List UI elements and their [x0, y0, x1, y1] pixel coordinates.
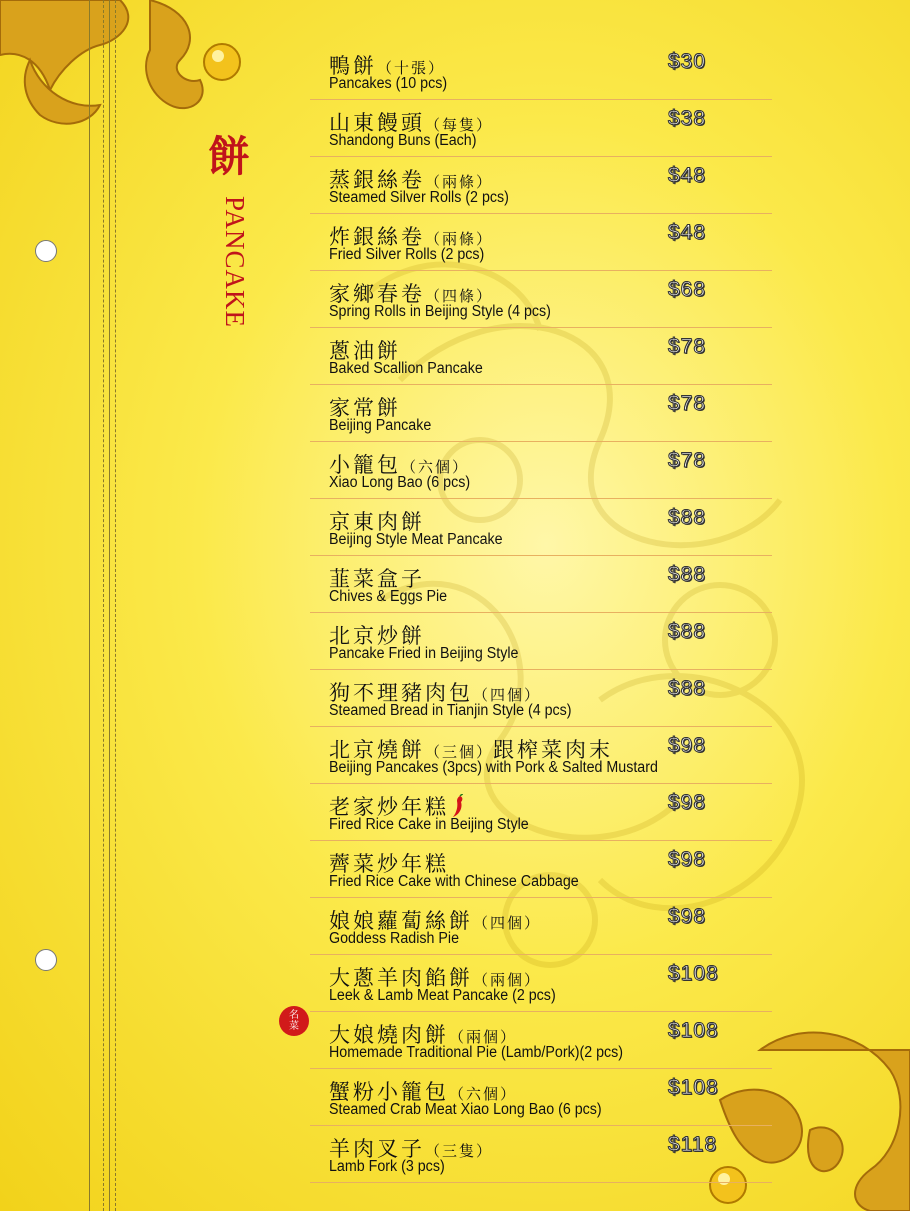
- item-quantity-note: （兩條）: [425, 173, 494, 191]
- item-name-cn-suffix: 跟榨菜肉末: [493, 738, 614, 762]
- item-name-en: Steamed Bread in Tianjin Style (4 pcs): [329, 702, 572, 719]
- item-name-cn-text: 狗不理豬肉包: [329, 681, 473, 705]
- menu-item: [310, 899, 772, 955]
- item-price: $98: [668, 848, 707, 871]
- item-name-cn-text: 小籠包: [329, 453, 401, 477]
- item-name-cn-text: 蔥油餅: [329, 339, 401, 363]
- item-quantity-note: （四個）: [473, 686, 542, 704]
- item-price: $98: [668, 905, 707, 928]
- item-name-cn-text: 北京燒餅: [329, 738, 425, 762]
- item-name-en: Beijing Pancake: [329, 417, 432, 434]
- item-name-en: Steamed Silver Rolls (2 pcs): [329, 189, 509, 206]
- menu-item: [310, 44, 772, 100]
- binding-line: [89, 0, 90, 1211]
- menu-item: [310, 557, 772, 613]
- item-name-cn-text: 薺菜炒年糕: [329, 852, 449, 876]
- item-price: $68: [668, 278, 707, 301]
- menu-item: [310, 158, 772, 214]
- item-price: $88: [668, 506, 707, 529]
- item-name-en: Fried Silver Rolls (2 pcs): [329, 246, 485, 263]
- punch-hole: [35, 240, 57, 262]
- item-quantity-note: （六個）: [401, 458, 470, 476]
- item-name-en: Spring Rolls in Beijing Style (4 pcs): [329, 303, 551, 320]
- item-name-en: Lamb Fork (3 pcs): [329, 1158, 445, 1175]
- menu-item: [310, 1070, 772, 1126]
- item-name-en: Beijing Pancakes (3pcs) with Pork & Salted Mustard: [329, 759, 658, 776]
- item-price: $78: [668, 335, 707, 358]
- item-name-cn-text: 大蔥羊肉餡餅: [329, 966, 473, 990]
- menu-item: [310, 671, 772, 727]
- item-name-en: Chives & Eggs Pie: [329, 588, 448, 605]
- item-price: $88: [668, 677, 707, 700]
- item-name-en: Beijing Style Meat Pancake: [329, 531, 503, 548]
- menu-item: [310, 728, 772, 784]
- item-quantity-note: （六個）: [449, 1085, 518, 1103]
- menu-item: [310, 215, 772, 271]
- menu-item: [310, 272, 772, 328]
- item-name-cn-text: 家常餅: [329, 396, 401, 420]
- binding-dashed-line: [103, 0, 104, 1211]
- item-price: $98: [668, 734, 707, 757]
- binding-line: [109, 0, 110, 1211]
- item-name-en: Leek & Lamb Meat Pancake (2 pcs): [329, 987, 556, 1004]
- menu-item: [310, 614, 772, 670]
- item-name-en: Shandong Buns (Each): [329, 132, 477, 149]
- item-price: $48: [668, 164, 707, 187]
- item-quantity-note: （兩條）: [425, 230, 494, 248]
- item-name-cn-text: 韮菜盒子: [329, 567, 425, 591]
- item-price: $108: [668, 1019, 719, 1042]
- menu-item: [310, 956, 772, 1012]
- item-name-en: Fired Rice Cake in Beijing Style: [329, 816, 529, 833]
- item-name-en: Pancakes (10 pcs): [329, 75, 448, 92]
- chili-pepper-icon: [451, 794, 465, 818]
- item-quantity-note: （四個）: [473, 914, 542, 932]
- item-price: $108: [668, 962, 719, 985]
- item-price: $98: [668, 791, 707, 814]
- item-name-cn-text: 山東饅頭: [329, 111, 425, 135]
- item-name-cn-text: 炸銀絲卷: [329, 225, 425, 249]
- binding-dashed-line: [115, 0, 116, 1211]
- menu-item: [310, 500, 772, 556]
- item-name-en: Homemade Traditional Pie (Lamb/Pork)(2 pcs): [329, 1044, 624, 1061]
- menu-item: [310, 101, 772, 157]
- item-name-cn-text: 蒸銀絲卷: [329, 168, 425, 192]
- menu-item: [310, 1013, 772, 1069]
- item-quantity-note: （兩個）: [449, 1028, 518, 1046]
- item-name-cn-text: 蟹粉小籠包: [329, 1080, 449, 1104]
- section-title-cn: 餅: [208, 132, 253, 181]
- item-price: $118: [668, 1133, 718, 1156]
- item-price: $88: [668, 620, 707, 643]
- item-quantity-note: （兩個）: [473, 971, 542, 989]
- item-name-cn-text: 家鄉春卷: [329, 282, 425, 306]
- item-price: $88: [668, 563, 707, 586]
- item-name-cn-text: 鴨餅: [329, 54, 377, 78]
- item-price: $38: [668, 107, 707, 130]
- item-quantity-note: （四條）: [425, 287, 494, 305]
- item-price: $108: [668, 1076, 719, 1099]
- item-price: $78: [668, 449, 707, 472]
- menu-item: [310, 1127, 772, 1183]
- menu-item: [310, 842, 772, 898]
- menu-item: [310, 329, 772, 385]
- item-name-cn-text: 京東肉餅: [329, 510, 425, 534]
- menu-item: [310, 386, 772, 442]
- section-title-en: PANCAKE: [220, 196, 250, 329]
- item-name-cn-text: 羊肉叉子: [329, 1137, 425, 1161]
- signature-dish-badge: 名 菜: [279, 1006, 309, 1036]
- item-quantity-note: （三隻）: [425, 1142, 494, 1160]
- menu-list: [310, 44, 772, 1184]
- item-price: $48: [668, 221, 707, 244]
- item-quantity-note: （每隻）: [425, 116, 494, 134]
- item-price: $78: [668, 392, 707, 415]
- menu-item: [310, 785, 772, 841]
- item-name-en: Xiao Long Bao (6 pcs): [329, 474, 471, 491]
- item-name-cn-text: 娘娘蘿蔔絲餅: [329, 909, 473, 933]
- item-quantity-note: （十張）: [377, 59, 446, 77]
- item-name-en: Pancake Fried in Beijing Style: [329, 645, 519, 662]
- item-price: $30: [668, 50, 707, 73]
- item-name-cn-text: 老家炒年糕: [329, 795, 449, 819]
- item-name-en: Goddess Radish Pie: [329, 930, 460, 947]
- punch-hole: [35, 949, 57, 971]
- item-quantity-note: （三個）: [425, 743, 494, 761]
- item-name-en: Baked Scallion Pancake: [329, 360, 483, 377]
- item-name-en: Fried Rice Cake with Chinese Cabbage: [329, 873, 579, 890]
- item-name-cn-text: 大娘燒肉餅: [329, 1023, 449, 1047]
- item-name-cn-text: 北京炒餅: [329, 624, 425, 648]
- menu-item: [310, 443, 772, 499]
- item-name-en: Steamed Crab Meat Xiao Long Bao (6 pcs): [329, 1101, 602, 1118]
